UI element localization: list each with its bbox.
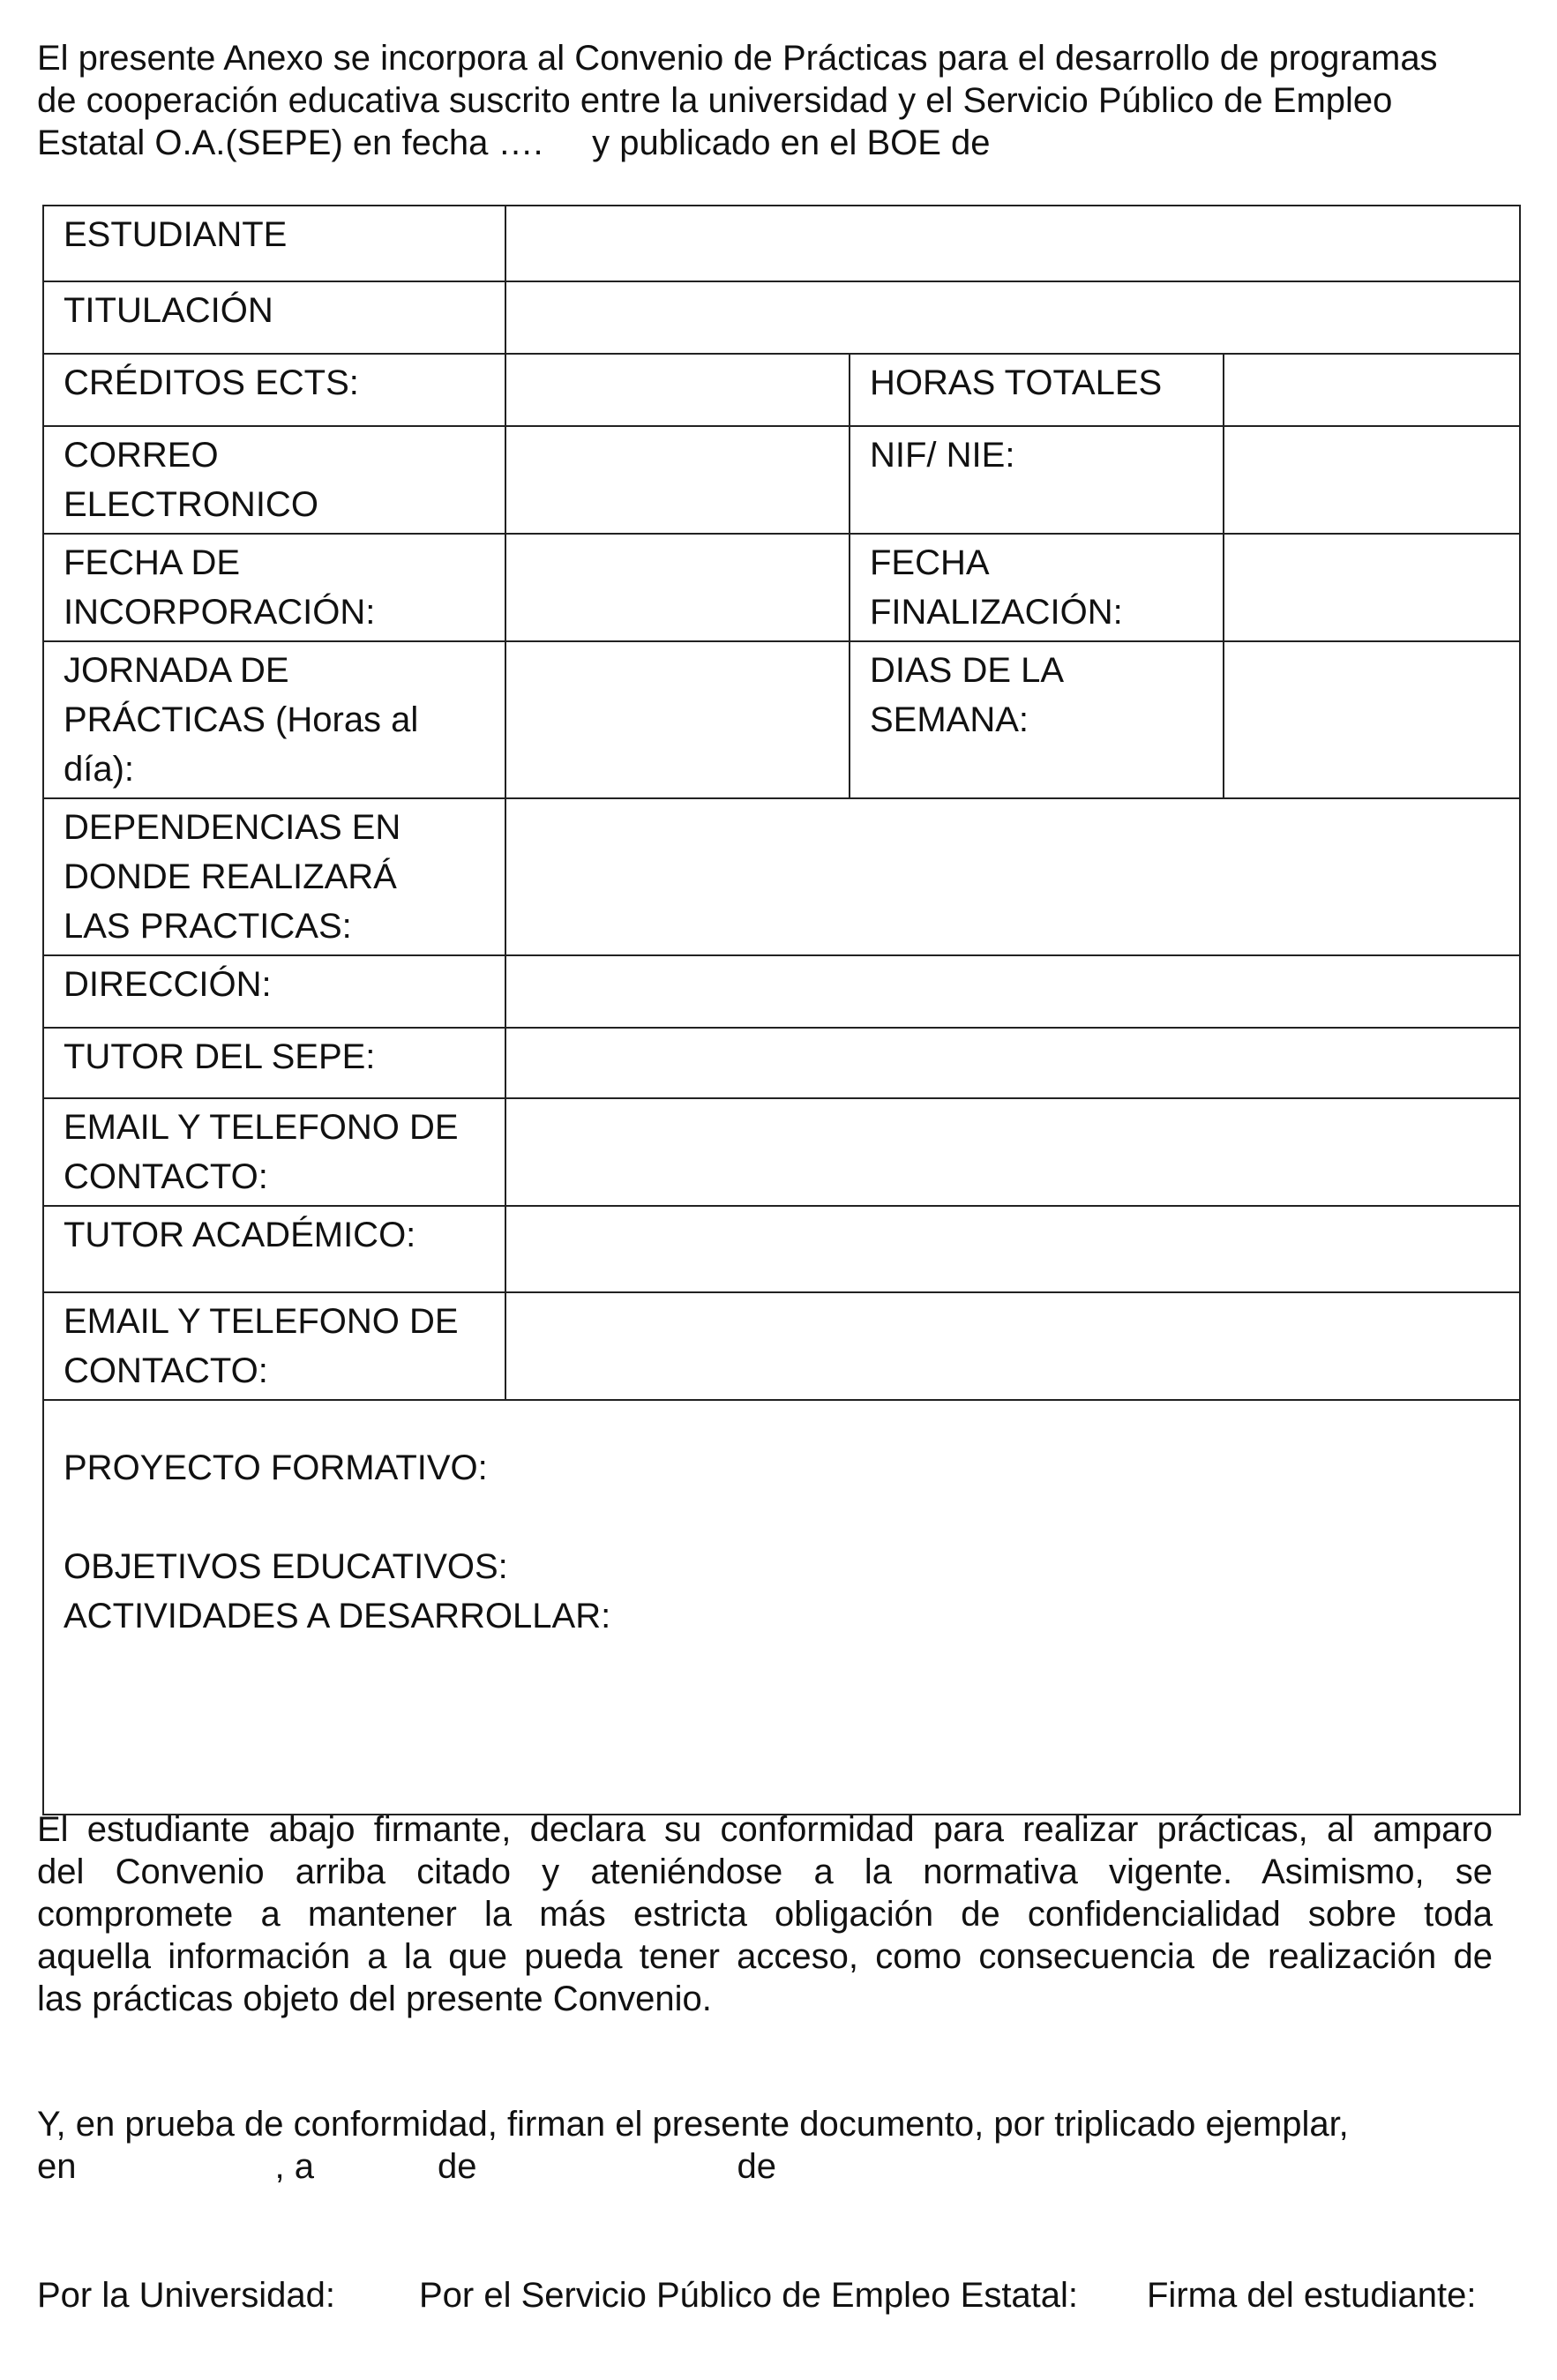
- creditos-label: CRÉDITOS ECTS:: [43, 354, 505, 426]
- conformity-statement: [37, 2103, 1528, 2188]
- intro-line: Estatal O.A.(SEPE) en fecha …. y publicado en el BOE de: [37, 123, 991, 162]
- dependencias-label-line: DEPENDENCIAS EN: [64, 808, 401, 847]
- fecha-incorporacion-line: FECHA DE: [64, 543, 241, 582]
- nif-field[interactable]: [1224, 426, 1520, 534]
- declaration-paragraph: [37, 1808, 1493, 2020]
- form-row-tutor-sepe: [43, 1028, 1520, 1098]
- declaration-line: El estudiante abajo firmante, declara su conformidad para realizar prácticas, al amparo: [37, 1810, 1493, 1849]
- email-sepe-label-line: CONTACTO:: [64, 1157, 268, 1196]
- jornada-field[interactable]: [505, 641, 850, 798]
- email-sepe-label-line: EMAIL Y TELEFONO DE: [64, 1108, 459, 1147]
- objetivos-label: OBJETIVOS EDUCATIVOS:: [64, 1547, 508, 1586]
- form-row-tutor-academico: [43, 1206, 1520, 1292]
- fecha-incorporacion-label: [43, 534, 505, 641]
- correo-label-line: CORREO: [64, 436, 219, 475]
- signature-labels: [37, 2274, 1528, 2327]
- titulacion-label: TITULACIÓN: [43, 281, 505, 354]
- direccion-label: DIRECCIÓN:: [43, 955, 505, 1028]
- form-row-email-academico: [43, 1292, 1520, 1400]
- form-row-creditos: [43, 354, 1520, 426]
- de-text-1: de: [437, 2147, 477, 2186]
- email-sepe-field[interactable]: [505, 1098, 1520, 1206]
- form-row-fechas: [43, 534, 1520, 641]
- de-text-2: de: [737, 2147, 776, 2186]
- correo-field[interactable]: [505, 426, 850, 534]
- tutor-academico-field[interactable]: [505, 1206, 1520, 1292]
- email-academico-label-line: CONTACTO:: [64, 1351, 268, 1390]
- signature-universidad: Por la Universidad:: [37, 2276, 335, 2315]
- fecha-finalizacion-line: FINALIZACIÓN:: [870, 593, 1123, 632]
- a-text: , a: [274, 2147, 314, 2186]
- fecha-incorporacion-field[interactable]: [505, 534, 850, 641]
- intro-paragraph: [37, 37, 1528, 164]
- fecha-finalizacion-line: FECHA: [870, 543, 990, 582]
- spacer: [64, 1493, 1500, 1542]
- form-row-correo: [43, 426, 1520, 534]
- dias-semana-line: SEMANA:: [870, 700, 1029, 739]
- direccion-field[interactable]: [505, 955, 1520, 1028]
- intro-line: de cooperación educativa suscrito entre la universidad y el Servicio Público de Empleo: [37, 81, 1393, 120]
- tutor-sepe-label: TUTOR DEL SEPE:: [43, 1028, 505, 1098]
- conformity-line: Y, en prueba de conformidad, firman el presente documento, por triplicado ejemplar,: [37, 2105, 1349, 2144]
- titulacion-field[interactable]: [505, 281, 1520, 354]
- dependencias-label-line: DONDE REALIZARÁ: [64, 857, 397, 896]
- dependencias-field[interactable]: [505, 798, 1520, 955]
- fecha-finalizacion-field[interactable]: [1224, 534, 1520, 641]
- form-row-proyecto: [43, 1400, 1520, 1815]
- email-sepe-label: [43, 1098, 505, 1206]
- horas-totales-label: HORAS TOTALES: [850, 354, 1224, 426]
- nif-label: NIF/ NIE:: [850, 426, 1224, 534]
- place-date-line: [37, 2145, 1528, 2188]
- horas-totales-field[interactable]: [1224, 354, 1520, 426]
- jornada-label-line: día):: [64, 750, 135, 789]
- dependencias-label-line: LAS PRACTICAS:: [64, 907, 352, 946]
- dias-semana-label: [850, 641, 1224, 798]
- declaration-line: las prácticas objeto del presente Convenio.: [37, 1980, 712, 2018]
- dias-semana-field[interactable]: [1224, 641, 1520, 798]
- estudiante-label: ESTUDIANTE: [43, 206, 505, 281]
- internship-form-table: [42, 205, 1521, 1815]
- jornada-label: [43, 641, 505, 798]
- form-row-direccion: [43, 955, 1520, 1028]
- signature-estudiante: Firma del estudiante:: [1147, 2276, 1477, 2315]
- correo-label: [43, 426, 505, 534]
- declaration-line: aquella información a la que pueda tener acceso, como consecuencia de realización de: [37, 1937, 1493, 1976]
- dependencias-label: [43, 798, 505, 955]
- email-academico-field[interactable]: [505, 1292, 1520, 1400]
- form-row-dependencias: [43, 798, 1520, 955]
- jornada-label-line: PRÁCTICAS (Horas al: [64, 700, 419, 739]
- email-academico-label-line: EMAIL Y TELEFONO DE: [64, 1302, 459, 1341]
- signature-sepe: Por el Servicio Público de Empleo Estatal:: [419, 2276, 1079, 2315]
- form-row-email-sepe: [43, 1098, 1520, 1206]
- form-row-titulacion: [43, 281, 1520, 354]
- jornada-label-line: JORNADA DE: [64, 651, 289, 690]
- intro-line: El presente Anexo se incorpora al Convenio de Prácticas para el desarrollo de programas: [37, 39, 1438, 78]
- fecha-incorporacion-line: INCORPORACIÓN:: [64, 593, 376, 632]
- dias-semana-line: DIAS DE LA: [870, 651, 1065, 690]
- form-row-estudiante: [43, 206, 1520, 281]
- tutor-academico-label: TUTOR ACADÉMICO:: [43, 1206, 505, 1292]
- creditos-field[interactable]: [505, 354, 850, 426]
- proyecto-formativo-area[interactable]: [43, 1400, 1520, 1815]
- declaration-line: compromete a mantener la más estricta obligación de confidencialidad sobre toda: [37, 1895, 1493, 1934]
- fecha-finalizacion-label: [850, 534, 1224, 641]
- en-text: en: [37, 2147, 77, 2186]
- declaration-line: del Convenio arriba citado y ateniéndose a la normativa vigente. Asimismo, se: [37, 1852, 1493, 1891]
- email-academico-label: [43, 1292, 505, 1400]
- actividades-label: ACTIVIDADES A DESARROLLAR:: [64, 1597, 611, 1635]
- tutor-sepe-field[interactable]: [505, 1028, 1520, 1098]
- form-row-jornada: [43, 641, 1520, 798]
- correo-label-line: ELECTRONICO: [64, 485, 318, 524]
- proyecto-formativo-label: PROYECTO FORMATIVO:: [64, 1448, 488, 1487]
- estudiante-field[interactable]: [505, 206, 1520, 281]
